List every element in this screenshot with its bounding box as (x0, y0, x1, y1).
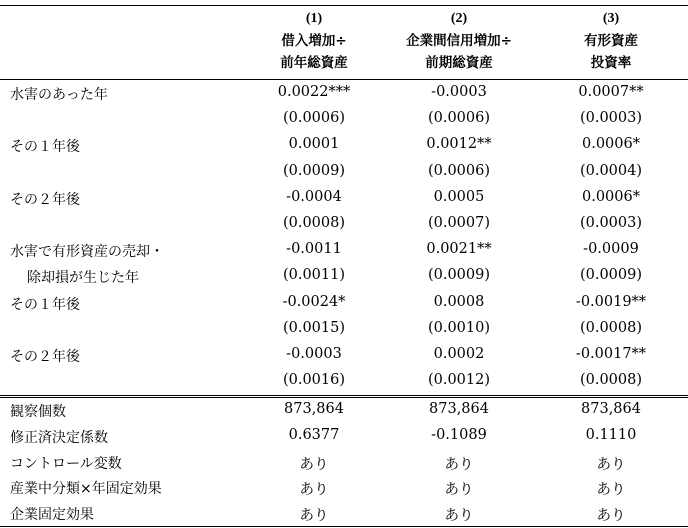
column-title-line2: 投資率 (590, 55, 632, 71)
cell-col-2: あり (444, 456, 474, 473)
bottom-rule (0, 526, 688, 527)
cell-col-2: (0.0007) (427, 215, 491, 231)
cell-col-3: あり (596, 482, 626, 499)
cell-col-2: 0.0012** (426, 136, 492, 153)
row-label: 企業固定効果 (10, 507, 94, 524)
column-title-line1: 借入増加÷ (281, 33, 347, 49)
cell-col-3: (0.0003) (579, 215, 643, 231)
table-row (0, 342, 688, 368)
row-label: その１年後 (10, 296, 80, 313)
table-row (0, 423, 688, 449)
column-title-line1: 有形資産 (584, 33, 638, 49)
cell-col-1: あり (299, 508, 329, 525)
cell-col-1: -0.0024* (282, 293, 346, 310)
cell-col-1: あり (299, 456, 329, 473)
table-row (0, 316, 688, 342)
table-row (0, 500, 688, 526)
cell-col-2: 873,864 (429, 401, 489, 417)
column-title-line2: 前期総資産 (425, 55, 493, 71)
cell-col-3: 0.0006* (582, 188, 640, 205)
column-header-2 (374, 8, 544, 74)
cell-col-2: (0.0012) (427, 372, 491, 389)
cell-col-1: (0.0016) (282, 372, 346, 389)
table-row (0, 449, 688, 475)
cell-col-2: 0.0002 (433, 346, 485, 362)
row-label: その１年後 (10, 139, 80, 156)
cell-col-3: (0.0009) (579, 267, 643, 284)
cell-col-3: 0.0006* (582, 136, 640, 153)
cell-col-1: 0.0022*** (277, 84, 351, 100)
cell-col-1: (0.0006) (282, 110, 346, 127)
cell-col-1: (0.0015) (282, 319, 346, 336)
table-row (0, 237, 688, 263)
cell-col-1: 0.0001 (288, 136, 340, 153)
cell-col-3: (0.0004) (579, 162, 643, 179)
cell-col-2: あり (444, 508, 474, 525)
cell-col-2: -0.1089 (431, 426, 487, 443)
cell-col-1: 873,864 (284, 401, 344, 417)
column-header-3 (526, 8, 688, 74)
cell-col-2: 0.0008 (433, 293, 485, 310)
cell-col-3: あり (596, 456, 626, 473)
cell-col-1: (0.0008) (282, 215, 346, 231)
cell-col-3: -0.0019** (575, 293, 647, 310)
cell-col-3: (0.0008) (579, 319, 643, 336)
cell-col-3: 873,864 (581, 401, 641, 417)
cell-col-1: (0.0009) (282, 162, 346, 179)
table-row (0, 397, 688, 423)
cell-col-2: (0.0006) (427, 110, 491, 127)
cell-col-1: -0.0004 (286, 188, 342, 205)
cell-col-2: (0.0010) (427, 319, 491, 336)
top-rule (0, 5, 688, 6)
cell-col-1: (0.0011) (282, 267, 346, 284)
row-label: 修正済決定係数 (10, 429, 108, 446)
cell-col-3: (0.0008) (579, 372, 643, 389)
cell-col-2: (0.0009) (427, 267, 491, 284)
cell-col-3: -0.0009 (583, 241, 639, 258)
cell-col-2: -0.0003 (431, 84, 487, 100)
row-label: コントロール変数 (10, 455, 122, 472)
table-row (0, 211, 688, 237)
row-label: 水害のあった年 (10, 87, 108, 103)
row-label: その２年後 (10, 349, 80, 365)
table-row (0, 132, 688, 158)
table-row (0, 290, 688, 316)
column-number: (3) (602, 11, 620, 26)
cell-col-1: -0.0011 (286, 241, 342, 258)
row-label: 産業中分類×年固定効果 (10, 481, 162, 498)
cell-col-3: -0.0017** (575, 346, 647, 362)
cell-col-1: 0.6377 (288, 426, 340, 443)
row-label: 水害で有形資産の売却・ (10, 244, 164, 261)
cell-col-3: あり (596, 508, 626, 525)
column-number: (1) (305, 11, 323, 26)
cell-col-3: (0.0003) (579, 110, 643, 127)
table-row (0, 185, 688, 211)
table-row (0, 368, 688, 394)
stats-rule-1 (0, 395, 688, 396)
table-row (0, 80, 688, 106)
cell-col-2: (0.0006) (427, 162, 491, 179)
table-row (0, 106, 688, 132)
cell-col-1: -0.0003 (286, 346, 342, 362)
column-title-line1: 企業間信用増加÷ (406, 33, 512, 49)
cell-col-2: あり (444, 482, 474, 499)
cell-col-2: 0.0021** (426, 241, 492, 258)
row-label: 観察個数 (10, 404, 66, 420)
cell-col-2: 0.0005 (433, 188, 485, 205)
cell-col-3: 0.1110 (585, 426, 637, 443)
row-label: 除却損が生じた年 (27, 270, 139, 287)
cell-col-1: あり (299, 482, 329, 499)
table-row (0, 474, 688, 500)
row-label: その２年後 (10, 191, 80, 208)
cell-col-3: 0.0007** (578, 84, 644, 100)
column-number: (2) (450, 11, 468, 26)
table-row (0, 159, 688, 185)
column-title-line2: 前年総資産 (280, 55, 348, 71)
table-row (0, 263, 688, 289)
